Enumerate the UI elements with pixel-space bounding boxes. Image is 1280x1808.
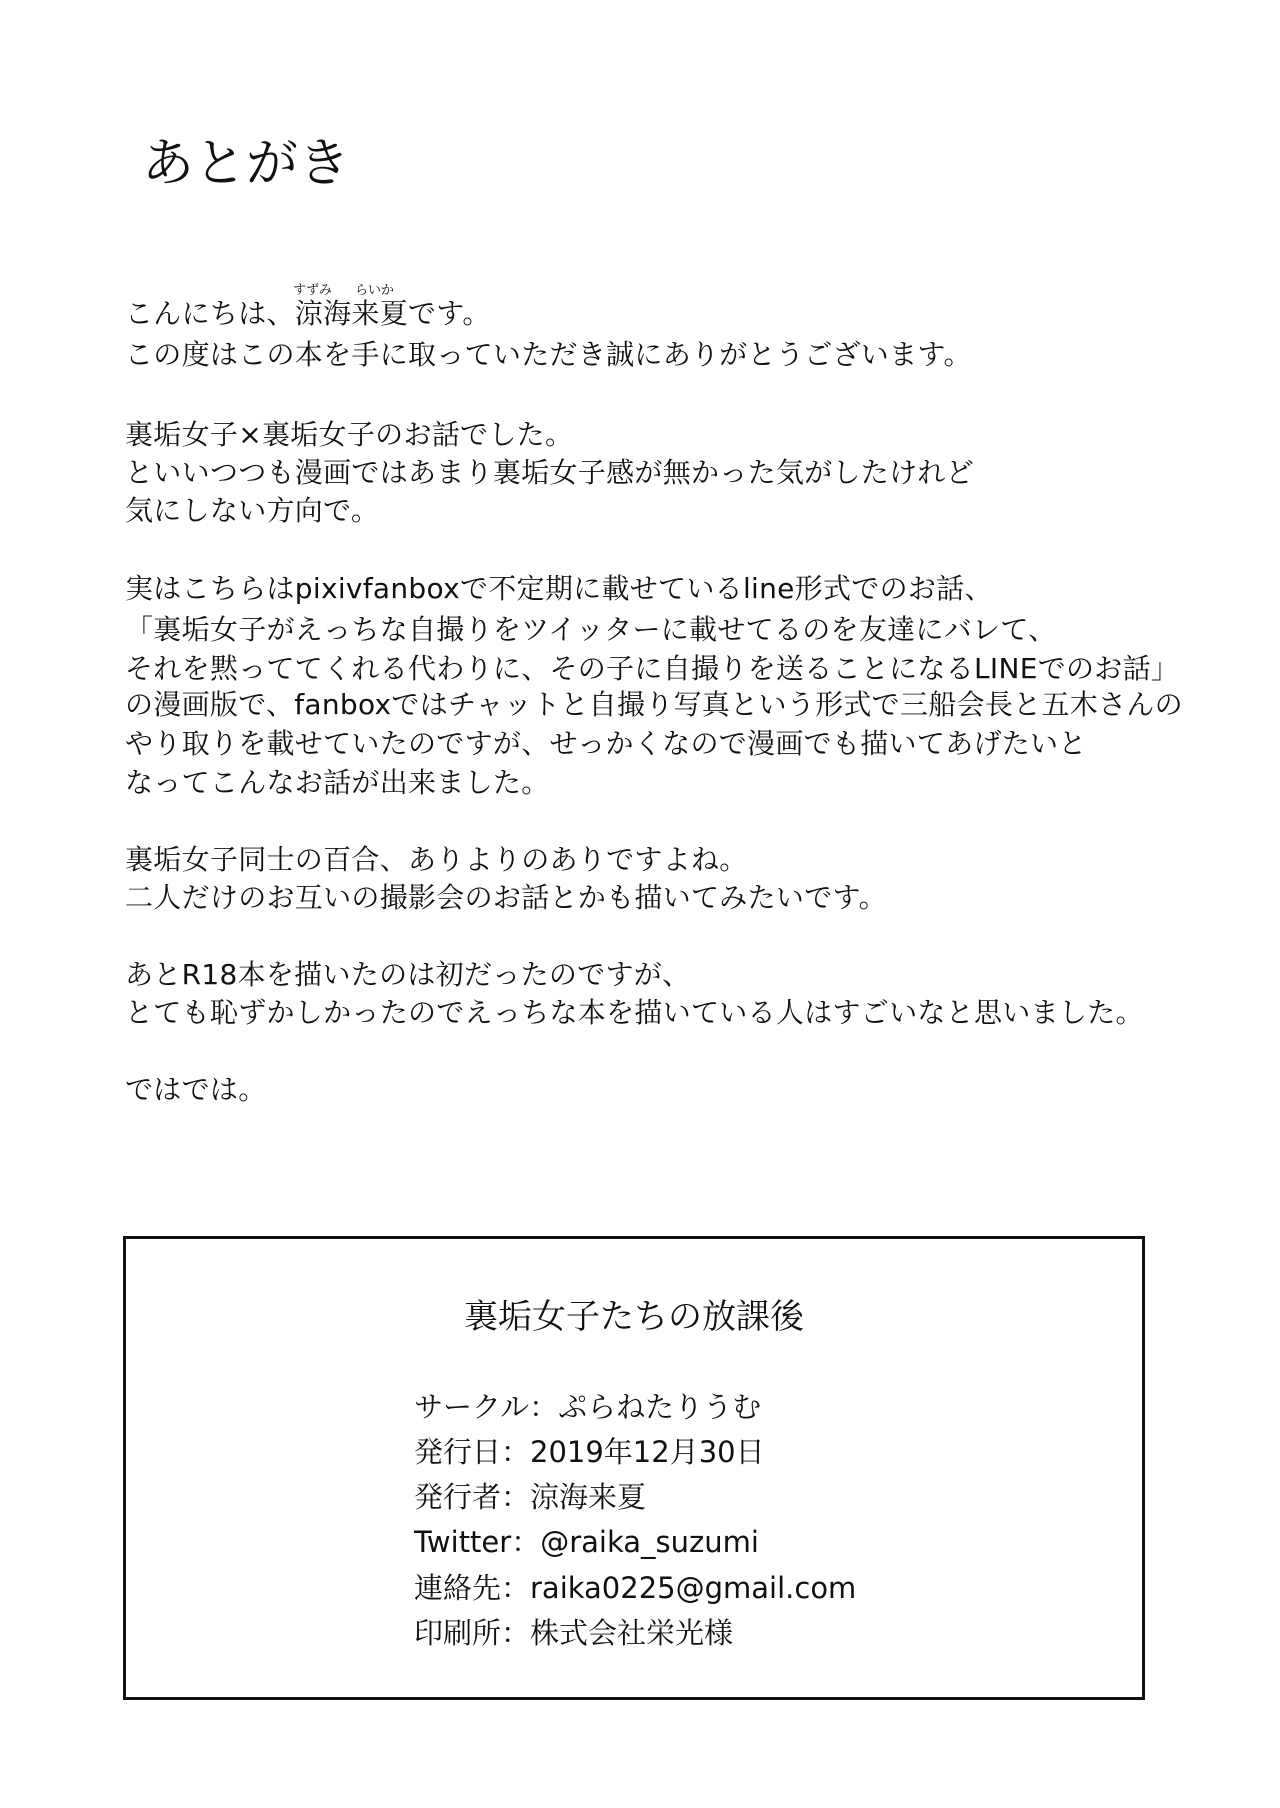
body-line: こんにちは、涼海来夏です。 bbox=[125, 297, 491, 330]
body-line: 二人だけのお互いの撮影会のお話とかも描いてみたいです。 bbox=[125, 881, 887, 914]
ruby-surname: すずみ bbox=[293, 283, 333, 298]
body-line: 実はこちらはpixivfanboxで不定期に載せているline形式でのお話、 bbox=[125, 572, 993, 605]
body-line: なってこんなお話が出来ました。 bbox=[125, 766, 550, 799]
body-line: やり取りを載せていたのですが、せっかくなので漫画でも描いてあげたいと bbox=[125, 727, 1087, 760]
contact-info: 連絡先：raika0225@gmail.com bbox=[414, 1571, 857, 1605]
body-line: の漫画版で、fanboxではチャットと自撮り写真という形式で三船会長と五木さんの bbox=[125, 688, 1183, 721]
body-line: この度はこの本を手に取っていただき誠にありがとうございます。 bbox=[125, 338, 972, 371]
twitter-info: Twitter：@raika_suzumi bbox=[414, 1525, 759, 1559]
publish-date-info: 発行日：2019年12月30日 bbox=[414, 1435, 765, 1469]
body-line: とても恥ずかしかったのでえっちな本を描いている人はすごいなと思いました。 bbox=[125, 996, 1144, 1029]
book-title: 裏垢女子たちの放課後 bbox=[464, 1297, 804, 1337]
circle-info: サークル：ぷらねたりうむ bbox=[414, 1390, 762, 1424]
body-line: 気にしない方向で。 bbox=[125, 494, 380, 527]
body-line: 裏垢女子×裏垢女子のお話でした。 bbox=[125, 418, 574, 451]
publisher-info: 発行者：涼海来夏 bbox=[414, 1480, 647, 1514]
printer-info: 印刷所：株式会社栄光様 bbox=[414, 1616, 734, 1650]
body-line: それを黙っててくれる代わりに、その子に自撮りを送ることになるLINEでのお話」 bbox=[125, 652, 1180, 685]
body-line: 「裏垢女子がえっちな自撮りをツイッターに載せてるのを友達にバレて、 bbox=[125, 613, 1057, 646]
body-line: あとR18本を描いたのは初だったのですが、 bbox=[125, 958, 691, 991]
ruby-given-name: らいか bbox=[355, 283, 395, 298]
page-title: あとがき bbox=[142, 134, 351, 194]
body-line: といいつつも漫画ではあまり裏垢女子感が無かった気がしたけれど bbox=[125, 456, 975, 489]
body-line: ではでは。 bbox=[125, 1073, 267, 1106]
body-line: 裏垢女子同士の百合、ありよりのありですよね。 bbox=[125, 843, 748, 876]
colophon-box bbox=[123, 1236, 1145, 1700]
